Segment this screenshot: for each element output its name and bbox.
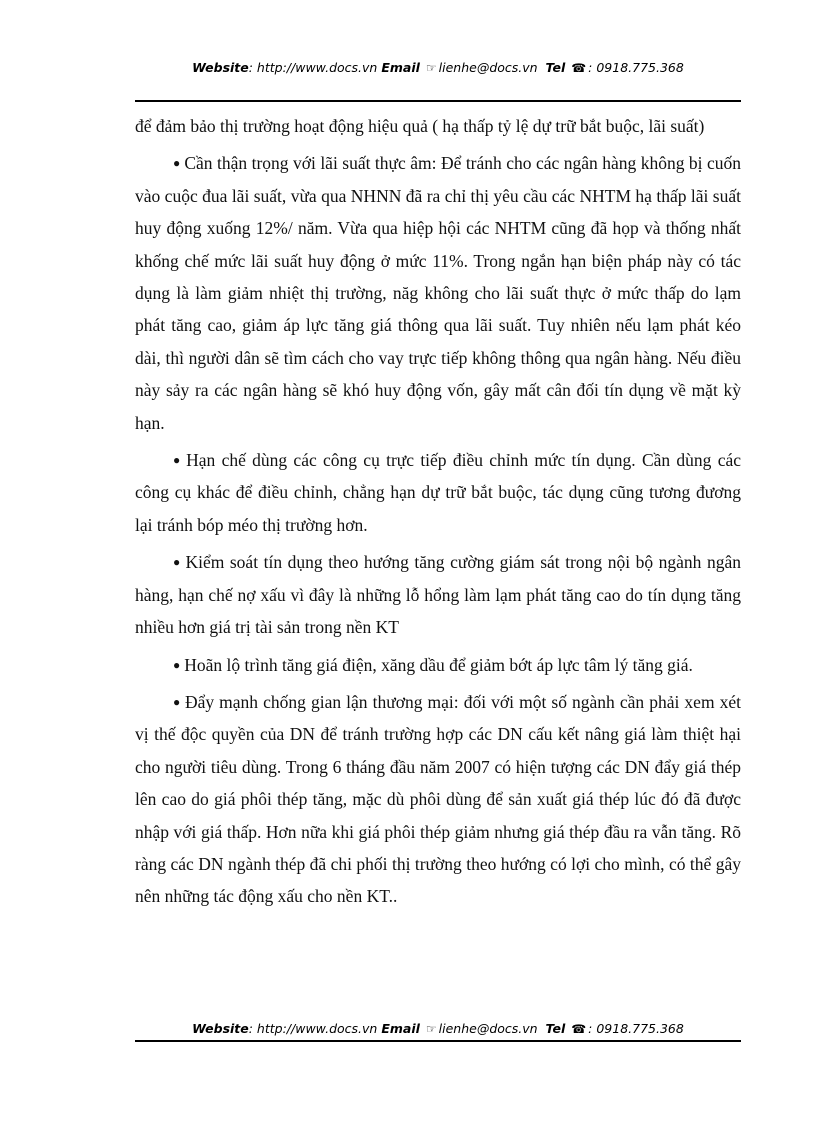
paragraph-bullet [135, 686, 741, 913]
footer-website-label: Website [192, 1021, 249, 1036]
header-email-label: Email [381, 60, 420, 75]
hand-pointer-icon: ☞ [425, 1022, 437, 1036]
header-rule [135, 100, 741, 102]
bullet-icon: ● [173, 694, 181, 709]
paragraph-text: Hoãn lộ trình tăng giá điện, xăng dầu để giảm bớt áp lực tâm lý tăng giá. [184, 654, 693, 675]
paragraph-text: Hạn chế dùng các công cụ trực tiếp điều chỉnh mức tín dụng. Cần dùng các công cụ khác để điều chỉnh, chẳng hạn dự trữ bắt buộc, tác dụng cũng tương đương lại tránh bóp méo thị trường hơn. [135, 450, 741, 535]
paragraph-text: Đẩy mạnh chống gian lận thương mại: đối với một số ngành cần phải xem xét vị thế độc quyền của DN để tránh trường hợp các DN cấu kết nâng giá làm thiệt hại cho người tiêu dùng. Trong 6 tháng đầu năm 2007 có hiện tượng các DN đẩy giá thép lên cao do giá phôi thép tăng, mặc dù phôi dùng để sản xuất giá thép lúc đó đã được nhập với giá thấp. Hơn nữa khi giá phôi thép giảm nhưng giá thép đầu ra vẫn tăng. Rõ ràng các DN ngành thép đã chi phối thị trường theo hướng có lợi cho mình, có thể gây nên những tác động xấu cho nền KT.. [135, 691, 742, 907]
footer-website-url[interactable]: : http://www.docs.vn [248, 1021, 378, 1036]
header-website-label: Website [192, 60, 249, 75]
bullet-icon: ● [173, 453, 183, 468]
footer-email-label: Email [381, 1021, 420, 1036]
hand-pointer-icon: ☞ [425, 61, 437, 75]
phone-icon: ☎ [571, 61, 587, 75]
footer-tel-number: : 0918.775.368 [588, 1021, 684, 1036]
header-tel-label: Tel [545, 60, 566, 75]
footer-tel-label: Tel [545, 1021, 566, 1036]
header-tel-number: : 0918.775.368 [588, 60, 684, 75]
header-email-address[interactable]: lienhe@docs.vn [438, 60, 538, 75]
paragraph-text: Kiểm soát tín dụng theo hướng tăng cường giám sát trong nội bộ ngành ngân hàng, hạn chế nợ xấu vì đây là những lỗ hổng làm lạm phát tăng cao do tín dụng tăng nhiều hơn giá trị tài sản trong nền KT [135, 552, 741, 638]
paragraph-bullet [135, 444, 741, 541]
paragraph-continuation: để đảm bảo thị trường hoạt động hiệu quả ( hạ thấp tỷ lệ dự trữ bắt buộc, lãi suất) [135, 116, 705, 136]
paragraph-bullet [135, 649, 741, 681]
header-website-url[interactable]: : http://www.docs.vn [248, 60, 378, 75]
paragraph-text: Cần thận trọng với lãi suất thực âm: Để tránh cho các ngân hàng không bị cuốn vào cuộc đua lãi suất, vừa qua NHNN đã ra chỉ thị yêu cầu các NHTM hạ thấp lãi suất huy động xuống 12%/ năm. Vừa qua hiệp hội các NHTM cũng đã họp và thống nhất khống chế mức lãi suất huy động ở mức 11%. Trong ngắn hạn biện pháp này có tác dụng là làm giảm nhiệt thị trường, năg không cho lãi suất thực ở mức thấp do lạm phát tăng cao, giảm áp lực tăng giá thông qua lãi suất. Tuy nhiên nếu lạm phát kéo dài, thì người dân sẽ tìm cách cho vay trực tiếp không thông qua ngân hàng. Nếu điều này sảy ra các ngân hàng sẽ khó huy động vốn, gây mất cân đối tín dụng về mặt kỳ hạn. [135, 153, 741, 433]
document-body [135, 110, 741, 918]
phone-icon: ☎ [571, 1022, 587, 1036]
footer-rule [135, 1040, 741, 1042]
page-footer [135, 1021, 741, 1036]
bullet-icon: ● [173, 657, 181, 672]
bullet-icon: ● [173, 156, 181, 171]
paragraph-bullet [135, 147, 741, 439]
paragraph-bullet [135, 546, 741, 643]
footer-email-address[interactable]: lienhe@docs.vn [438, 1021, 538, 1036]
bullet-icon: ● [173, 555, 182, 570]
page-header [135, 60, 741, 75]
